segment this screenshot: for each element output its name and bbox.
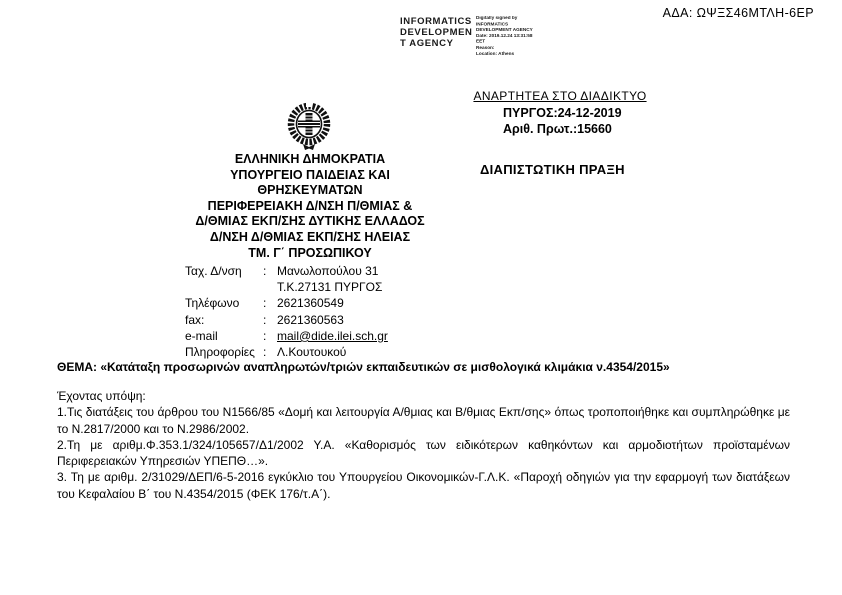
contact-row-postal — [185, 279, 388, 295]
contact-row-fax — [185, 312, 388, 328]
digital-signature-stamp — [400, 16, 549, 69]
contact-label: Πληροφορίες — [185, 345, 255, 360]
header-line-ministry: ΥΠΟΥΡΓΕΙΟ ΠΑΙΔΕΙΑΣ ΚΑΙ — [230, 167, 390, 182]
contact-value: Λ.Κουτουκού — [277, 345, 347, 360]
contact-separator — [263, 279, 277, 295]
contact-value: Τ.Κ.27131 ΠΥΡΓΟΣ — [277, 280, 383, 295]
signature-agency-line: T AGENCY — [400, 38, 454, 49]
contact-value: 2621360563 — [277, 312, 344, 327]
contact-row-address — [185, 263, 388, 279]
contact-row-info-person — [185, 344, 388, 360]
signature-detail-line: EET — [476, 39, 486, 45]
email-link[interactable]: mail@dide.ilei.sch.gr — [277, 328, 388, 343]
city-and-date: ΠΥΡΓΟΣ:24-12-2019 — [503, 106, 622, 120]
web-posting-note: ΑΝΑΡΤΗΤΕΑ ΣΤΟ ΔΙΑΔΙΚΤΥΟ — [473, 89, 647, 103]
header-line-regional-dir: ΠΕΡΙΦΕΡΕΙΑΚΗ Δ/ΝΣΗ Π/ΘΜΙΑΣ & — [207, 198, 413, 213]
subject-line: ΘΕΜΑ: «Κατάταξη προσωρινών αναπληρωτών/τριών εκπαιδευτικών σε μισθολογικά κλιμάκια ν.4354/2015» — [57, 360, 670, 374]
contact-separator: : — [263, 345, 267, 360]
contact-label: Ταχ. Δ/νση — [185, 264, 242, 278]
contact-label: fax: — [185, 312, 205, 327]
body-paragraph-3: 3. Τη με αριθμ. 2/31029/ΔΕΠ/6-5-2016 εγκύκλιο του Υπουργείου Οικονομικών-Γ.Λ.Κ. «Παροχή οδηγιών για την εφαρμογή των διατάξεων του Κεφαλαίου Β΄ του Ν.4354/2015 (ΦΕΚ 176/τ.Α΄). — [57, 470, 790, 501]
signature-detail-line: Location: Athens — [476, 51, 515, 57]
header-line-regional-dir2: Δ/ΘΜΙΑΣ ΕΚΠ/ΣΗΣ ΔΥΤΙΚΗΣ ΕΛΛΑΔΟΣ — [195, 214, 425, 229]
ada-code: ΑΔΑ: ΩΨΞΣ46ΜΤΛΗ-6ΕΡ — [662, 6, 814, 20]
signature-detail-line: DEVELOPMENT AGENCY — [476, 27, 533, 33]
header-line-ministry2: ΘΡΗΣΚΕΥΜΑΤΩΝ — [257, 183, 363, 198]
signature-detail-line: Date: 2019.12.24 13:31:58 — [476, 33, 533, 39]
body-paragraph-2: 2.Τη με αριθμ.Φ.353.1/324/105657/Δ1/2002 Υ.Α. «Καθορισμός των ειδικότερων καθηκόντων και αρμοδιοτήτων προϊσταμένων Περιφερειακών Υπηρεσιών ΥΠΕΠΘ…». — [57, 437, 790, 469]
contact-info-table — [185, 263, 388, 360]
header-line-republic: ΕΛΛΗΝΙΚΗ ΔΗΜΟΚΡΑΤΙΑ — [234, 152, 386, 166]
signature-agency-line: DEVELOPMEN — [400, 27, 473, 38]
body-intro: Έχοντας υπόψη: — [57, 389, 146, 403]
contact-value: Μανωλοπούλου 31 — [277, 264, 379, 278]
header-line-education-dir: Δ/ΝΣΗ Δ/ΘΜΙΑΣ ΕΚΠ/ΣΗΣ ΗΛΕΙΑΣ — [209, 229, 411, 244]
signature-detail-line: INFORMATICS — [476, 21, 509, 27]
signature-agency-line: INFORMATICS — [400, 16, 472, 27]
signature-detail-line: Digitally signed by — [476, 16, 518, 21]
act-title: ΔΙΑΠΙΣΤΩΤΙΚΗ ΠΡΑΞΗ — [480, 162, 625, 177]
contact-separator: : — [263, 312, 267, 327]
header-line-department: ΤΜ. Γ΄ ΠΡΟΣΩΠΙΚΟΥ — [248, 245, 372, 260]
contact-row-phone — [185, 295, 388, 311]
contact-label: Τηλέφωνο — [185, 296, 240, 311]
signature-detail-line: Reason: — [476, 45, 495, 51]
body-paragraph-1: 1.Τις διατάξεις του άρθρου του Ν1566/85 «Δομή και λειτουργία Α/θμιας και Β/θμιας Εκπ/σης» όπως τροποποιήθηκε και συμπληρώθηκε με το Ν.2817/2000 και το Ν.2986/2002. — [57, 405, 790, 436]
document-body — [57, 388, 790, 502]
contact-value: 2621360549 — [277, 296, 344, 311]
government-header — [175, 152, 445, 261]
greek-coat-of-arms-icon — [285, 101, 333, 156]
protocol-number: Αριθ. Πρωτ.:15660 — [503, 122, 612, 136]
contact-label: e-mail — [185, 328, 218, 343]
contact-label — [185, 279, 263, 295]
contact-separator: : — [263, 296, 267, 311]
signature-details — [476, 16, 533, 57]
contact-separator: : — [263, 264, 267, 278]
signature-agency-name — [400, 16, 472, 69]
contact-separator: : — [263, 328, 267, 343]
contact-row-email — [185, 328, 388, 344]
